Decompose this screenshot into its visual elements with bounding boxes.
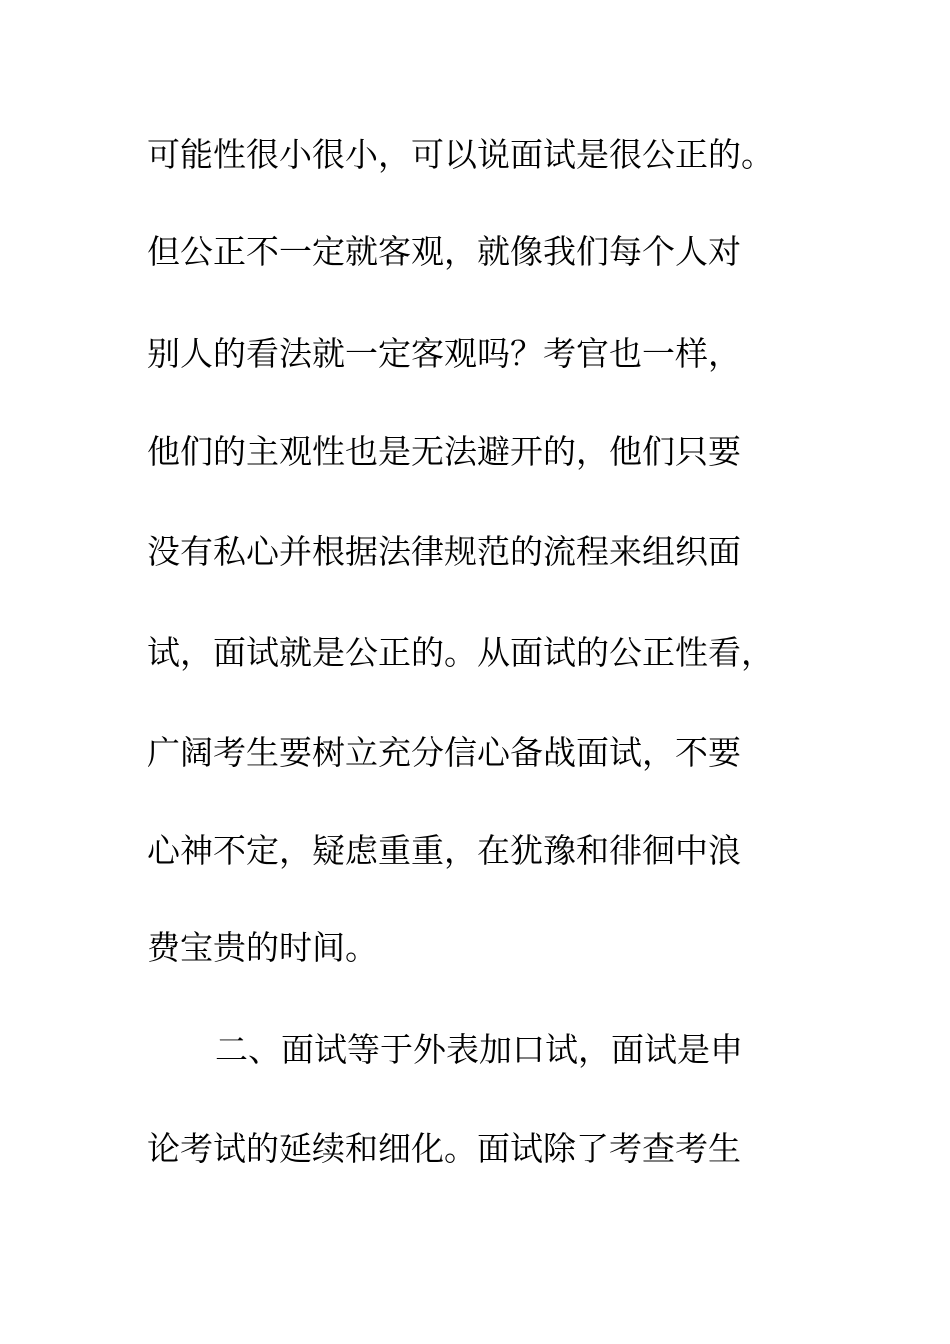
paragraph-heading-line: 二、面试等于外表加口试，面试是申 [215,1030,743,1069]
text-line: 但公正不一定就客观，就像我们每个人对 [147,232,741,271]
text-line: 心神不定，疑虑重重，在犹豫和徘徊中浪 [147,831,741,870]
text-line: 可能性很小很小，可以说面试是很公正的。 [147,135,774,174]
text-line: 试，面试就是公正的。从面试的公正性看， [147,633,774,672]
text-line: 广阔考生要树立充分信心备战面试，不要 [147,733,741,772]
text-line: 论考试的延续和细化。面试除了考查考生 [147,1129,741,1168]
text-line: 没有私心并根据法律规范的流程来组织面 [147,532,741,571]
text-line: 他们的主观性也是无法避开的，他们只要 [147,432,741,471]
text-line: 别人的看法就一定客观吗？考官也一样， [147,334,741,373]
text-line: 费宝贵的时间。 [147,928,378,967]
